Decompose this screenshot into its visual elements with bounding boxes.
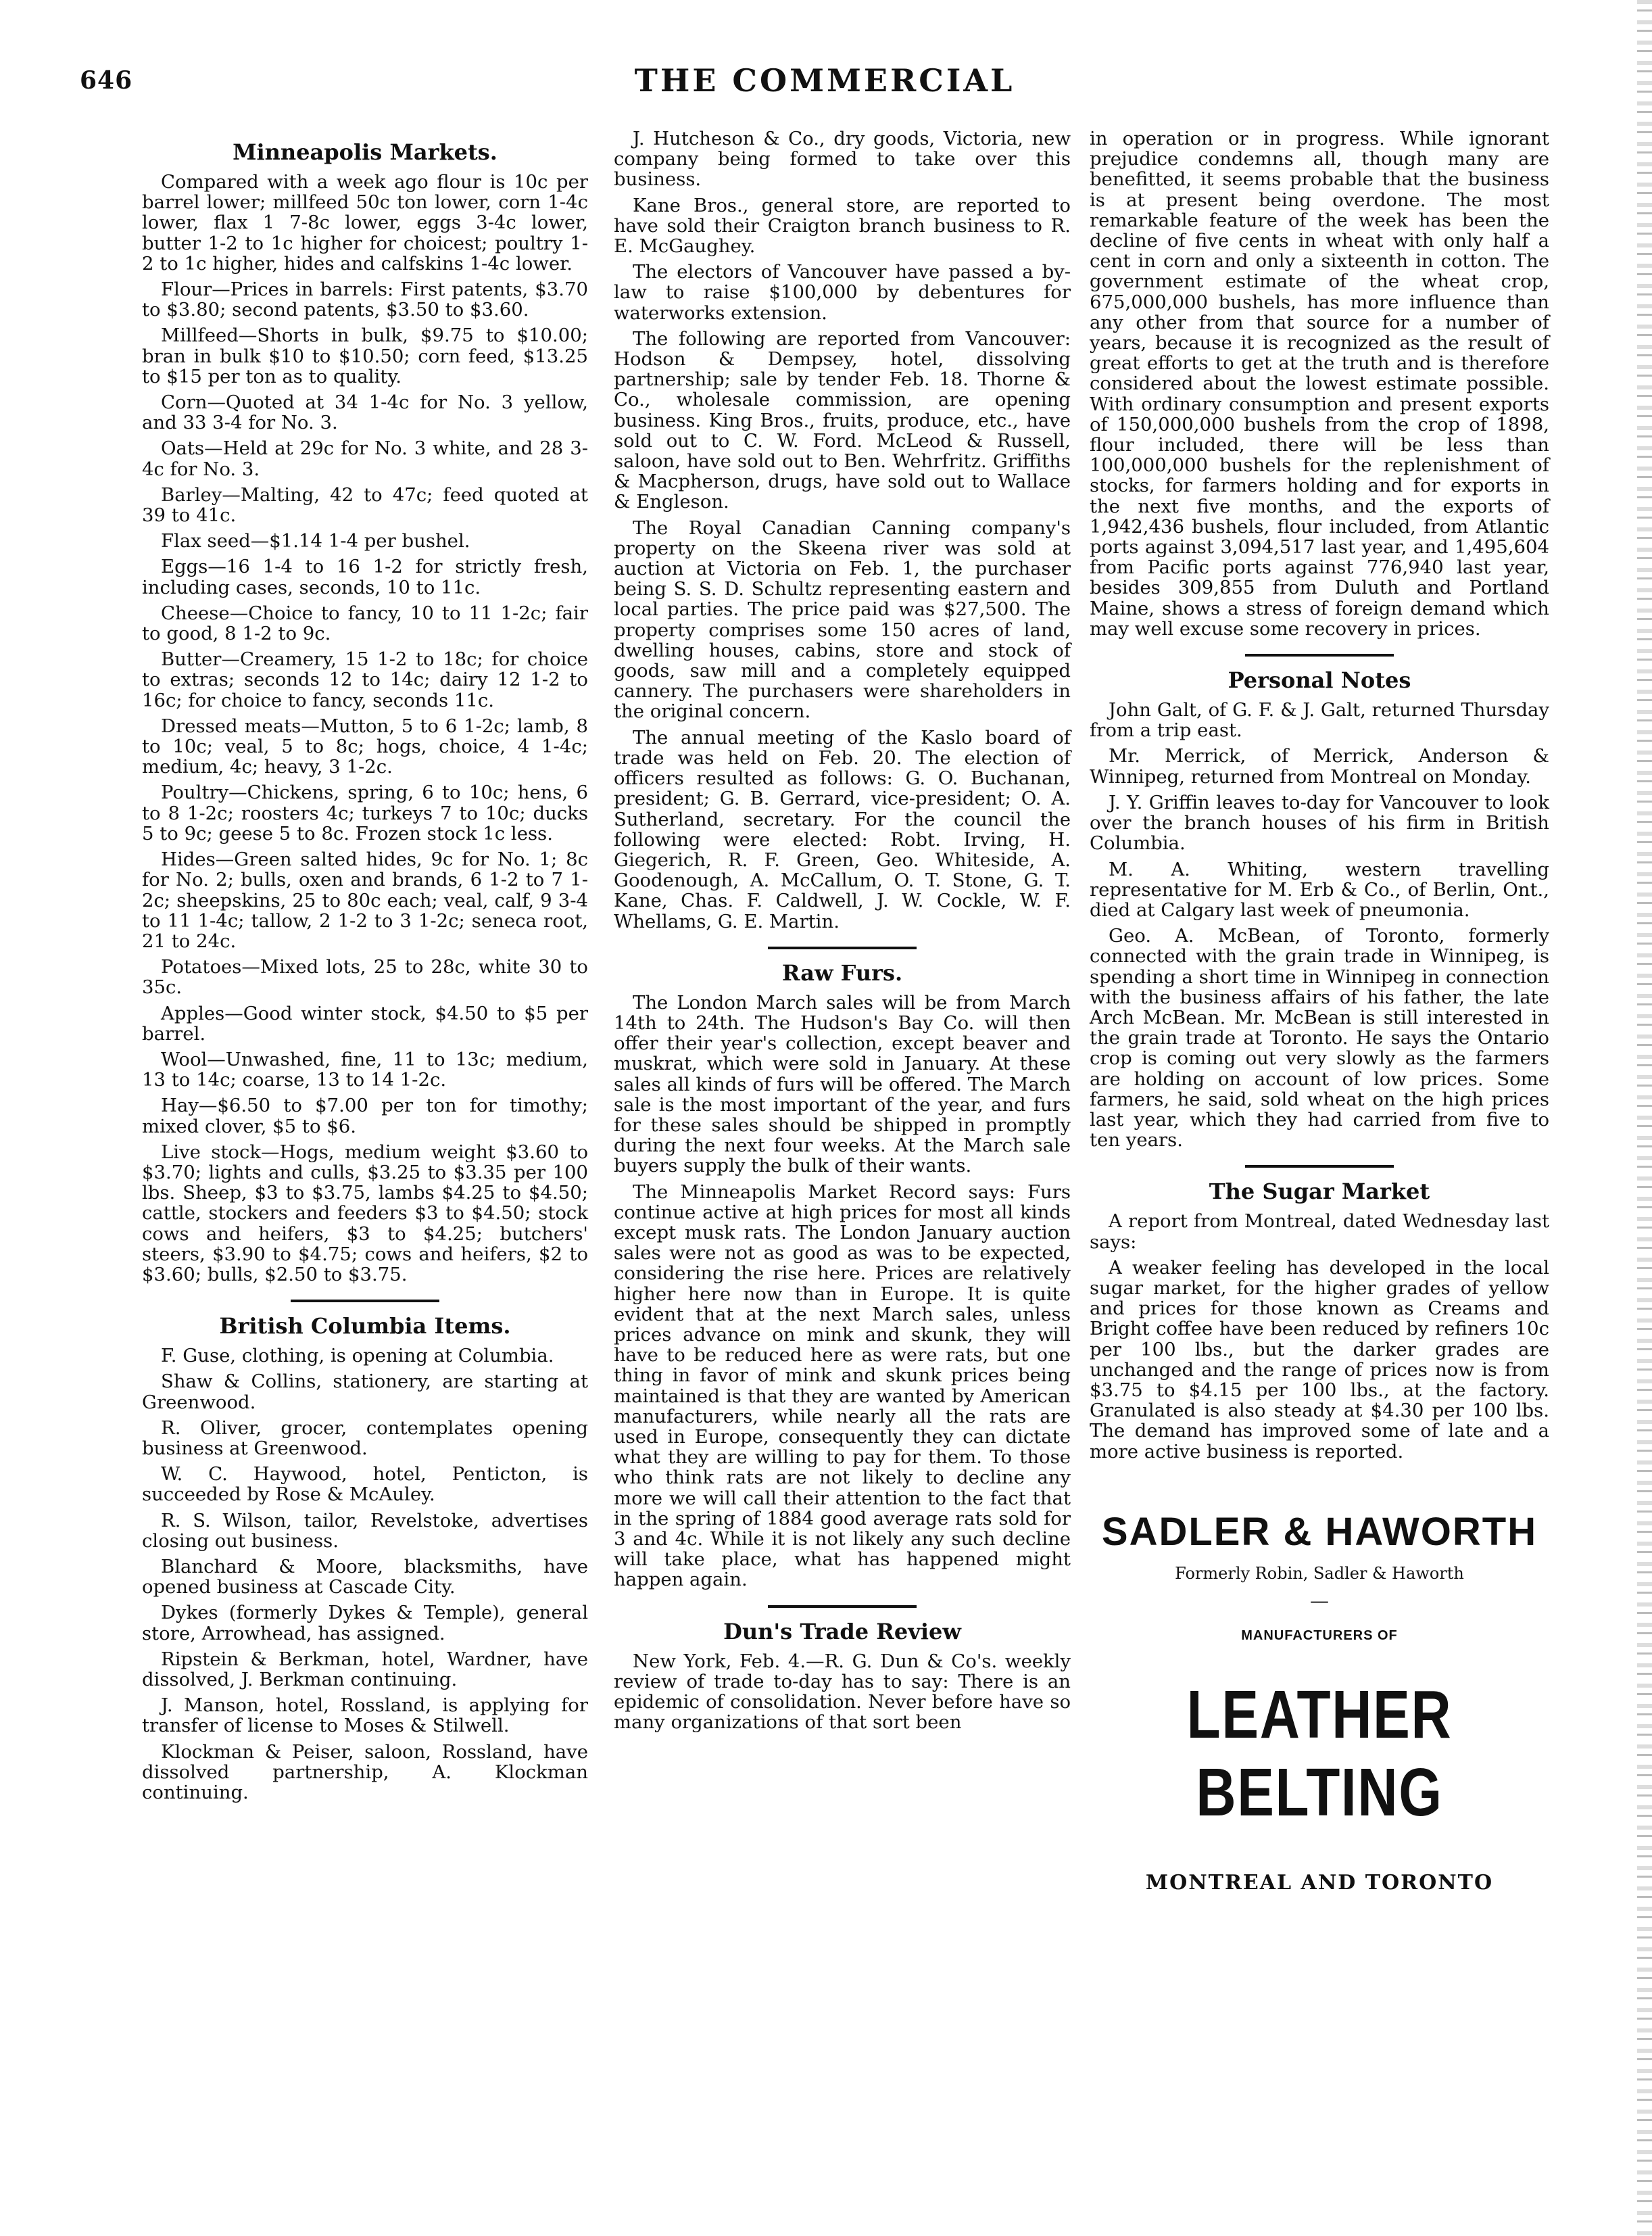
article-paragraph: Cheese—Choice to fancy, 10 to 11 1-2c; fair to good, 8 1-2 to 9c.	[142, 602, 588, 645]
section-heading-the-sugar-market: The Sugar Market	[1209, 1179, 1430, 1205]
article-paragraph: M. A. Whiting, western travelling representative for M. Erb & Co., of Berlin, Ont., died at Calgary last week of pneumonia.	[1090, 858, 1549, 921]
ad-cities: MONTREAL AND TORONTO	[1145, 1870, 1494, 1895]
article-paragraph: Dykes (formerly Dykes & Temple), general store, Arrowhead, has assigned.	[142, 1602, 588, 1644]
section-heading-dun-s-trade-review: Dun's Trade Review	[723, 1618, 961, 1644]
article-paragraph: John Galt, of G. F. & J. Galt, returned Thursday from a trip east.	[1090, 699, 1549, 742]
article-paragraph: Poultry—Chickens, spring, 6 to 10c; hens, 6 to 8 1-2c; roosters 4c; turkeys 7 to 10c; ducks 5 to 9c; geese 5 to 8c. Frozen stock 1c less.	[142, 782, 588, 845]
article-paragraph: Klockman & Peiser, saloon, Rossland, have dissolved partnership, A. Klockman continuing.	[142, 1740, 588, 1804]
article-paragraph: Oats—Held at 29c for No. 3 white, and 28 3-4c for No. 3.	[142, 437, 588, 480]
article-paragraph: F. Guse, clothing, is opening at Columbia.	[161, 1345, 554, 1367]
section-divider	[1245, 1165, 1394, 1168]
article-paragraph: Flax seed—$1.14 1-4 per bushel.	[161, 530, 470, 552]
article-paragraph: Dressed meats—Mutton, 5 to 6 1-2c; lamb, 8 to 10c; veal, 5 to 8c; hogs, choice, 4 1-4c; medium, 4c; heavy, 3 1-2c.	[142, 715, 588, 778]
article-paragraph: W. C. Haywood, hotel, Penticton, is succeeded by Rose & McAuley.	[142, 1463, 588, 1506]
article-paragraph: Blanchard & Moore, blacksmiths, have opened business at Cascade City.	[142, 1555, 588, 1598]
article-paragraph: R. S. Wilson, tailor, Revelstoke, advertises closing out business.	[142, 1509, 588, 1552]
article-paragraph: Flour—Prices in barrels: First patents, $3.70 to $3.80; second patents, $3.50 to $3.60.	[142, 279, 588, 321]
article-paragraph: Apples—Good winter stock, $4.50 to $5 per barrel.	[142, 1002, 588, 1045]
article-paragraph: Live stock—Hogs, medium weight $3.60 to $3.70; lights and culls, $3.25 to $3.35 per 100 lbs. Sheep, $3 to $3.75, lambs $4.25 to $4.50; cattle, stockers and feeders $3 to $4.50; stock cows and heifers, $3 to $4.25; butchers' steers, $3.90 to $4.75; cows and heifers, $2 to $3.60; bulls, $2.50 to $3.75.	[142, 1141, 588, 1285]
article-paragraph: R. Oliver, grocer, contemplates opening business at Greenwood.	[142, 1417, 588, 1459]
article-paragraph: Butter—Creamery, 15 1-2 to 18c; for choice to extras; seconds 12 to 14c; dairy 12 1-2 to 16c; for choice to fancy, seconds 11c.	[142, 648, 588, 711]
section-divider	[768, 947, 917, 949]
article-paragraph: Compared with a week ago flour is 10c per barrel lower; millfeed 50c ton lower, corn 1-4c lower, flax 1 7-8c lower, eggs 3-4c lower, butter 1-2 to 1c higher for choicest; poultry 1-2 to 1c higher, hides and calfskins 1-4c lower.	[142, 171, 588, 275]
article-paragraph: J. Manson, hotel, Rossland, is applying for transfer of license to Moses & Stilwell.	[142, 1694, 588, 1737]
scan-edge-stain	[1637, 0, 1652, 2236]
article-paragraph: Barley—Malting, 42 to 47c; feed quoted at 39 to 41c.	[142, 483, 588, 527]
section-heading-raw-furs: Raw Furs.	[781, 959, 903, 986]
article-paragraph: Mr. Merrick, of Merrick, Anderson & Winnipeg, returned from Montreal on Monday.	[1090, 745, 1549, 788]
article-paragraph: A report from Montreal, dated Wednesday last says:	[1090, 1210, 1549, 1253]
article-paragraph: The London March sales will be from March 14th to 24th. The Hudson's Bay Co. will then offer their year's collection, except beaver and muskrat, which were sold in January. At these sales all kinds of furs will be offered. The March sale is the most important of the year, and furs for these sales should be shipped in promptly during the next four weeks. At the March sale buyers supply the bulk of their wants.	[614, 991, 1071, 1177]
section-divider	[291, 1300, 439, 1302]
ad-product-name: LEATHER BELTING	[1186, 1676, 1453, 1830]
article-paragraph: The Minneapolis Market Record says: Furs continue active at high prices for most all kinds except musk rats. The London January auction sales were not as good as was to be expected, considering the rise here. Prices are relatively higher here now than in Europe. It is quite evident that at the next March sales, unless prices advance on mink and skunk, they will have to be reduced here as were rats, but one thing in favor of mink and skunk prices being maintained is that they are wanted by American manufacturers, while nearly all the rats are used in Europe, consequently they can dictate what they are willing to pay for them. To those who think rats are not likely to decline any more we will call their attention to the fact that in the spring of 1884 good average rats sold for 3 and 4c. While it is not likely any such decline will take place, what has happened might happen again.	[614, 1181, 1071, 1591]
ad-firm-name: SADLER & HAWORTH	[1101, 1509, 1538, 1554]
column-3	[1090, 128, 1549, 1895]
article-paragraph: Hides—Green salted hides, 9c for No. 1; 8c for No. 2; bulls, oxen and brands, 6 1-2 to 7 1-2c; sheepskins, 25 to 80c each; veal, calf, 9 3-4 to 11 1-4c; tallow, 2 1-2 to 3 1-2c; seneca root, 21 to 24c.	[142, 849, 588, 952]
article-paragraph: J. Hutcheson & Co., dry goods, Victoria, new company being formed to take over this business.	[614, 128, 1071, 191]
article-paragraph: Hay—$6.50 to $7.00 per ton for timothy; mixed clover, $5 to $6.	[142, 1095, 588, 1137]
ad-manufacturers-line: MANUFACTURERS OF	[1241, 1627, 1398, 1643]
ad-formerly-line: Formerly Robin, Sadler & Haworth	[1175, 1563, 1464, 1583]
masthead-title: THE COMMERCIAL	[634, 62, 1015, 99]
section-heading-british-columbia-items: British Columbia Items.	[219, 1313, 511, 1339]
column-3-articles	[1090, 128, 1549, 1462]
section-divider	[1245, 654, 1394, 657]
section-heading-personal-notes: Personal Notes	[1228, 667, 1411, 694]
article-paragraph: Eggs—16 1-4 to 16 1-2 for strictly fresh, including cases, seconds, 10 to 11c.	[142, 556, 588, 598]
section-heading-minneapolis-markets: Minneapolis Markets.	[233, 139, 497, 165]
article-paragraph: Ripstein & Berkman, hotel, Wardner, have dissolved, J. Berkman continuing.	[142, 1648, 588, 1690]
article-paragraph: Millfeed—Shorts in bulk, $9.75 to $10.00; bran in bulk $10 to $10.50; corn feed, $13.25 to $15 per ton as to quality.	[142, 325, 588, 387]
article-paragraph: Shaw & Collins, stationery, are starting at Greenwood.	[142, 1371, 588, 1413]
article-paragraph: Geo. A. McBean, of Toronto, formerly connected with the grain trade in Winnipeg, is spending a short time in Winnipeg in connection with the business affairs of his father, the late Arch McBean. Mr. McBean is still interested in the grain trade at Toronto. He says the Ontario crop is coming out very slowly as the farmers are holding on account of low prices. Some farmers, he said, sold wheat on the high prices last year, which they had carried from five to ten years.	[1090, 925, 1549, 1151]
column-1	[142, 128, 588, 1808]
article-paragraph: The Royal Canadian Canning company's property on the Skeena river was sold at auction at Victoria on Feb. 1, the purchaser being S. S. D. Schultz representing eastern and local parties. The price paid was $27,500. The property comprises some 150 acres of land, dwelling houses, cabins, store and stock of goods, saw mill and a completely equipped cannery. The purchasers were shareholders in the original concern.	[614, 517, 1071, 723]
article-paragraph: Kane Bros., general store, are reported to have sold their Craigton branch business to R. E. McGaughey.	[614, 194, 1071, 258]
ad-dash: —	[1310, 1589, 1329, 1612]
article-paragraph: Potatoes—Mixed lots, 25 to 28c, white 30 to 35c.	[142, 956, 588, 999]
sadler-haworth-advertisement	[1090, 1509, 1549, 1895]
article-paragraph: Corn—Quoted at 34 1-4c for No. 3 yellow, and 33 3-4 for No. 3.	[142, 391, 588, 434]
article-paragraph: in operation or in progress. While ignorant prejudice condemns all, though many are benefitted, it seems probable that the business is at present being overdone. The most remarkable feature of the week has been the decline of five cents in wheat with only half a cent in corn and only a sixteenth in cotton. The government estimate of the wheat crop, 675,000,000 bushels, has more influence than any other from that source for a number of years, because it is recognized as the result of great efforts to get at the truth and is therefore considered about the lowest estimate possible. With ordinary consumption and present exports of 150,000,000 bushels from the crop of 1898, flour included, there will be less than 100,000,000 bushels for the replenishment of stocks, for farmers holding and for exports in the next five months, and the exports of 1,942,436 bushels, flour included, from Atlantic ports against 3,094,517 last year, and 1,495,604 from Pacific ports against 776,940 last year, besides 309,855 from Duluth and Portland Maine, shows a stress of foreign demand which may well excuse some recovery in prices.	[1090, 128, 1549, 640]
article-paragraph: The electors of Vancouver have passed a by-law to raise $100,000 by debentures for waterworks extension.	[614, 261, 1071, 324]
article-paragraph: J. Y. Griffin leaves to-day for Vancouver to look over the branch houses of his firm in British Columbia.	[1090, 791, 1549, 855]
column-2	[614, 128, 1071, 1738]
article-paragraph: Wool—Unwashed, fine, 11 to 13c; medium, 13 to 14c; coarse, 13 to 14 1-2c.	[142, 1048, 588, 1091]
article-paragraph: The annual meeting of the Kaslo board of trade was held on Feb. 20. The election of officers resulted as follows: G. O. Buchanan, president; G. B. Gerrard, vice-president; O. A. Sutherland, secretary. For the council the following were elected: Robt. Irving, H. Giegerich, R. F. Green, Geo. Whiteside, A. Goodenough, A. McCallum, O. T. Stone, G. T. Kane, Chas. F. Caldwell, J. W. Cockle, W. F. Whellams, G. E. Martin.	[614, 726, 1071, 932]
article-paragraph: The following are reported from Vancouver: Hodson & Dempsey, hotel, dissolving partnership; sale by tender Feb. 18. Thorne & Co., wholesale commission, are opening business. King Bros., fruits, produce, etc., have sold out to C. W. Ford. McLeod & Russell, saloon, have sold out to Ben. Wehrfritz. Griffiths & Macpherson, drugs, have sold out to Wallace & Engleson.	[614, 327, 1071, 513]
article-paragraph: A weaker feeling has developed in the local sugar market, for the higher grades of yellow and prices for those known as Creams and Bright coffee have been reduced by refiners 10c per 100 lbs., but the darker grades are unchanged and the range of prices now is from $3.75 to $4.15 per 100 lbs., at the factory. Granulated is also steady at $4.30 per 100 lbs. The demand has improved some of late and a more active business is reported.	[1090, 1256, 1549, 1462]
article-paragraph: New York, Feb. 4.—R. G. Dun & Co's. weekly review of trade to-day has to say: There is an epidemic of consolidation. Never before have so many organizations of that sort been	[614, 1650, 1071, 1734]
page-number: 646	[80, 66, 133, 95]
section-divider	[768, 1605, 917, 1608]
